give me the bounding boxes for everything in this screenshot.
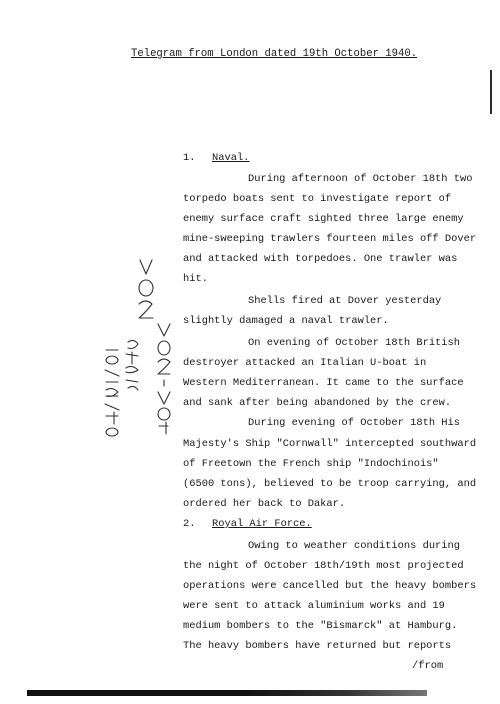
margin-mark xyxy=(490,70,492,114)
body-line: mine-sweeping trawlers fourteen miles off Dover xyxy=(183,233,477,245)
body-line: hit. xyxy=(183,273,208,285)
section-number: 1. xyxy=(183,152,196,164)
body-line: The heavy bombers have returned but reports xyxy=(183,640,452,652)
body-line: During afternoon of October 18th two xyxy=(248,173,473,185)
scan-edge-bar xyxy=(27,690,427,696)
handwritten-annotation xyxy=(88,252,188,452)
catchword: /from xyxy=(412,660,444,672)
body-line: Owing to weather conditions during xyxy=(248,540,461,552)
body-line: Western Mediterranean. It came to the surface xyxy=(183,377,464,389)
section-number: 2. xyxy=(183,518,196,530)
body-line: ordered her back to Dakar. xyxy=(183,498,346,510)
body-line: torpedo boats sent to investigate report of xyxy=(183,193,452,205)
body-line: medium bombers to the "Bismarck" at Hamburg. xyxy=(183,620,458,632)
body-line: slightly damaged a naval trawler. xyxy=(183,315,389,327)
document-title: Telegram from London dated 19th October 1940. xyxy=(131,48,418,60)
section-heading: Royal Air Force. xyxy=(212,518,312,530)
body-line: (6500 tons), believed to be troop carrying, and xyxy=(183,478,477,490)
body-line: enemy surface craft sighted three large enemy xyxy=(183,213,464,225)
body-line: destroyer attacked an Italian U-boat in xyxy=(183,357,427,369)
body-line: were sent to attack aluminium works and 19 xyxy=(183,600,445,612)
body-line: On evening of October 18th British xyxy=(248,337,461,349)
body-line: of Freetown the French ship "Indochinois" xyxy=(183,458,439,470)
body-line: Majesty's Ship "Cornwall" intercepted southward xyxy=(183,438,477,450)
body-line: During evening of October 18th His xyxy=(248,417,461,429)
body-line: Shells fired at Dover yesterday xyxy=(248,295,442,307)
body-line: and attacked with torpedoes. One trawler was xyxy=(183,253,458,265)
body-line: the night of October 18th/19th most projected xyxy=(183,560,464,572)
body-line: operations were cancelled but the heavy bombers xyxy=(183,580,477,592)
body-line: and sank after being abandoned by the crew. xyxy=(183,397,452,409)
section-heading: Naval. xyxy=(212,152,250,164)
